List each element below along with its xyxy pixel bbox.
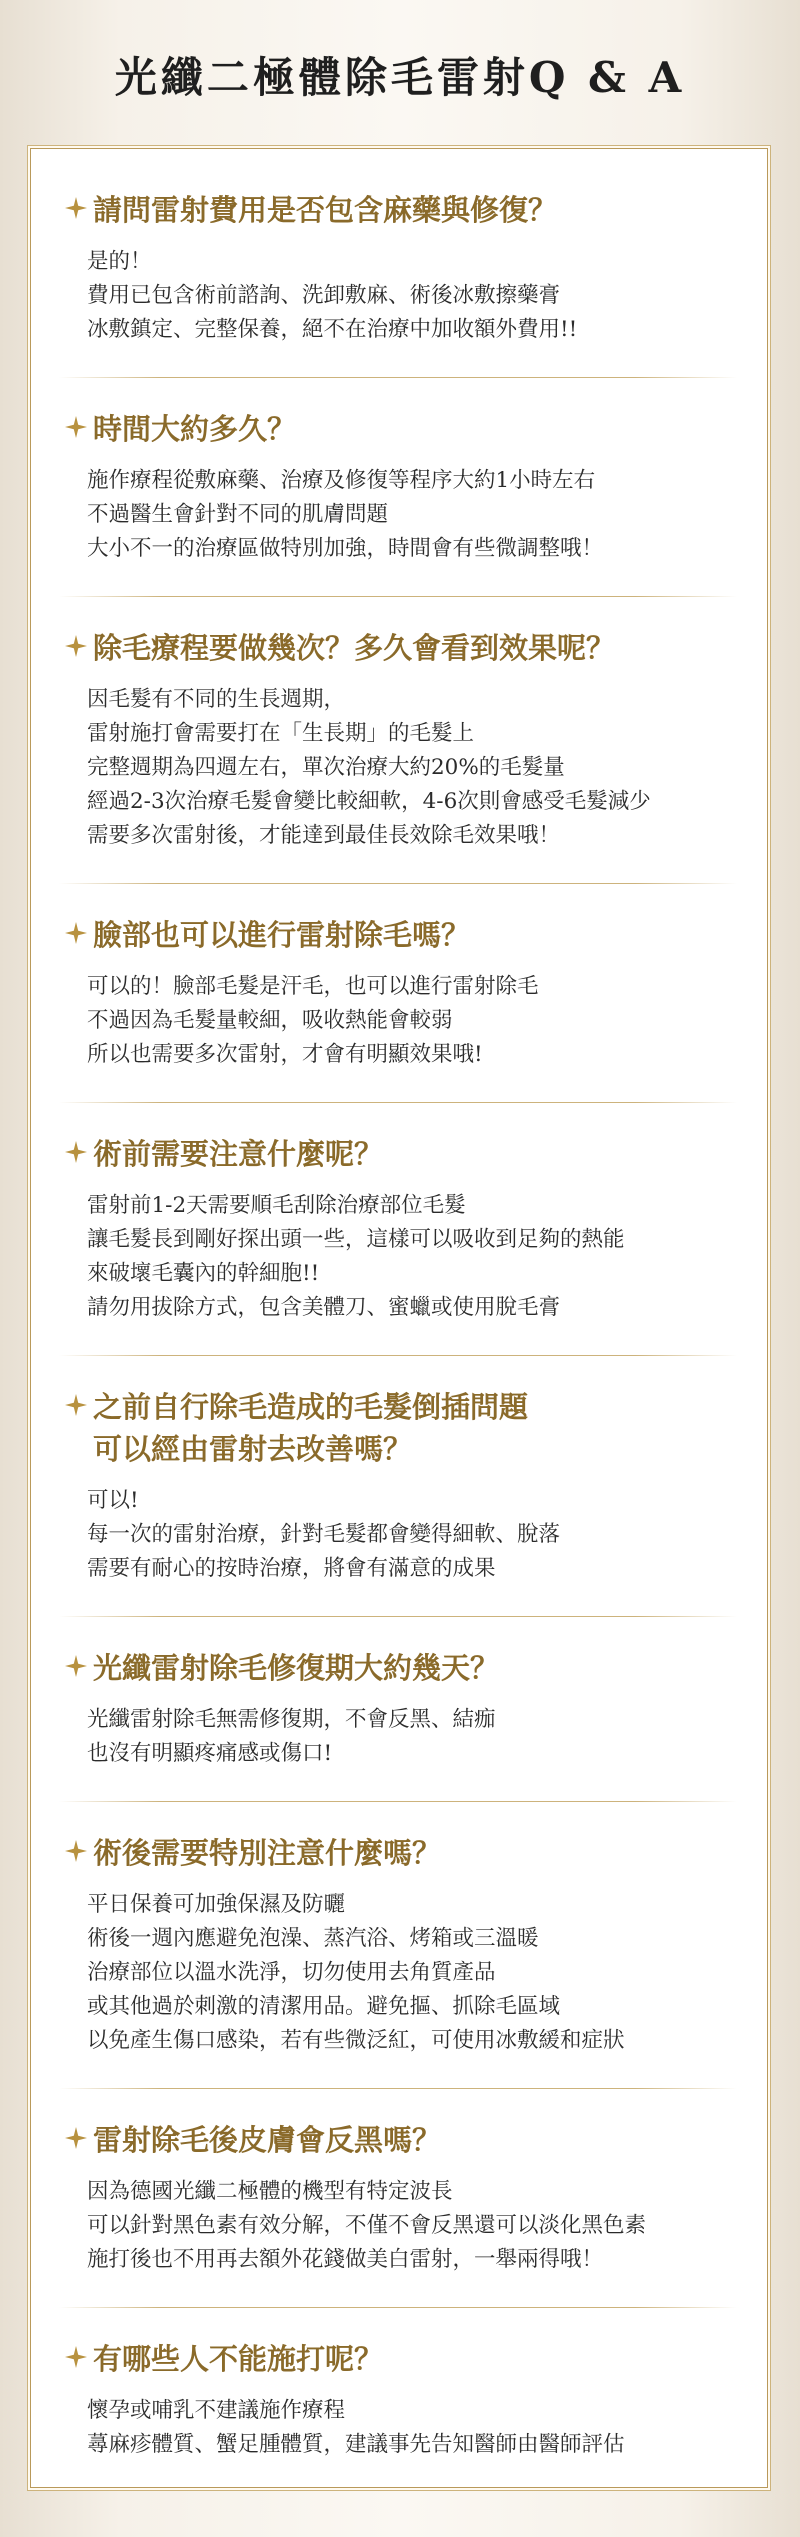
qa-item bbox=[59, 408, 737, 566]
question-text: 時間大約多久？ bbox=[93, 412, 297, 446]
question bbox=[59, 2338, 737, 2380]
divider bbox=[59, 883, 737, 884]
question-text: 臉部也可以進行雷射除毛嗎？ bbox=[93, 918, 471, 952]
answer-text: 因為德國光纖二極體的機型有特定波長 可以針對黑色素有效分解，不僅不會反黑還可以淡化黑色素 施打後也不用再去額外花錢做美白雷射，一舉兩得哦！ bbox=[87, 2179, 647, 2272]
qa-item bbox=[59, 627, 737, 853]
sparkle-icon bbox=[59, 189, 93, 219]
sparkle-icon bbox=[59, 2338, 93, 2368]
question-text: 術後需要特別注意什麼嗎？ bbox=[93, 1836, 442, 1870]
page-title: 光纖二極體除毛雷射Q & A bbox=[114, 53, 686, 102]
question-text: 術前需要注意什麼呢？ bbox=[93, 1137, 384, 1171]
question-text: 雷射除毛後皮膚會反黑嗎？ bbox=[93, 2123, 442, 2157]
answer-text: 可以! 每一次的雷射治療，針對毛髮都會變得細軟、脫落 需要有耐心的按時治療，將會有滿意的成果 bbox=[87, 1488, 561, 1581]
qa-item bbox=[59, 914, 737, 1072]
question bbox=[59, 1386, 737, 1470]
divider bbox=[59, 2088, 737, 2089]
sparkle-icon bbox=[59, 1133, 93, 1163]
answer-text: 是的！ 費用已包含術前諮詢、洗卸敷麻、術後冰敷擦藥膏 冰敷鎮定、完整保養，絕不在治療中加收額外費用!! bbox=[87, 249, 578, 342]
qa-item bbox=[59, 2338, 737, 2462]
qa-item bbox=[59, 1133, 737, 1325]
question-text: 之前自行除毛造成的毛髮倒插問題 可以經由雷射去改善嗎？ bbox=[93, 1390, 529, 1466]
question bbox=[59, 408, 737, 450]
sparkle-icon bbox=[59, 914, 93, 944]
sparkle-icon bbox=[59, 1647, 93, 1677]
answer-text: 可以的！臉部毛髮是汗毛，也可以進行雷射除毛 不過因為毛髮量較細，吸收熱能會較弱 所以也需要多次雷射，才會有明顯效果哦! bbox=[87, 974, 539, 1067]
answer-text: 光纖雷射除毛無需修復期，不會反黑、結痂 也沒有明顯疼痛感或傷口! bbox=[87, 1707, 496, 1766]
question bbox=[59, 1647, 737, 1689]
divider bbox=[59, 2307, 737, 2308]
divider bbox=[59, 1102, 737, 1103]
question-text: 有哪些人不能施打呢？ bbox=[93, 2342, 384, 2376]
qa-item bbox=[59, 1386, 737, 1586]
question bbox=[59, 914, 737, 956]
question-text: 光纖雷射除毛修復期大約幾天？ bbox=[93, 1651, 500, 1685]
answer-text: 平日保養可加強保濕及防曬 術後一週內應避免泡澡、蒸汽浴、烤箱或三溫暖 治療部位以溫水洗淨，切勿使用去角質產品 或其他過於刺激的清潔用品。避免摳、抓除毛區域 以免產生傷口感染，若有些微泛紅，可使用冰敷緩和症狀 bbox=[87, 1892, 625, 2053]
qa-item bbox=[59, 2119, 737, 2277]
sparkle-icon bbox=[59, 627, 93, 657]
answer-text: 雷射前1-2天需要順毛刮除治療部位毛髮 讓毛髮長到剛好探出頭一些，這樣可以吸收到足夠的熱能 來破壞毛囊內的幹細胞!! 請勿用拔除方式，包含美體刀、蜜蠟或使用脫毛膏 bbox=[87, 1193, 625, 1320]
question bbox=[59, 2119, 737, 2161]
divider bbox=[59, 1801, 737, 1802]
question bbox=[59, 1133, 737, 1175]
qa-panel bbox=[30, 148, 768, 2488]
question-text: 除毛療程要做幾次？多久會看到效果呢？ bbox=[93, 631, 616, 665]
question bbox=[59, 1832, 737, 1874]
qa-item bbox=[59, 1647, 737, 1771]
sparkle-icon bbox=[59, 1386, 93, 1416]
answer-text: 施作療程從敷麻藥、治療及修復等程序大約1小時左右 不過醫生會針對不同的肌膚問題 大小不一的治療區做特別加強，時間會有些微調整哦！ bbox=[87, 468, 604, 561]
divider bbox=[59, 1616, 737, 1617]
divider bbox=[59, 1355, 737, 1356]
sparkle-icon bbox=[59, 2119, 93, 2149]
sparkle-icon bbox=[59, 1832, 93, 1862]
answer-text: 因毛髮有不同的生長週期， 雷射施打會需要打在「生長期」的毛髮上 完整週期為四週左右，單次治療大約20%的毛髮量 經過2-3次治療毛髮會變比較細軟，4-6次則會感受毛髮減少 需要多次雷射後，才能達到最佳長效除毛效果哦！ bbox=[87, 687, 651, 848]
qa-item bbox=[59, 1832, 737, 2058]
question-text: 請問雷射費用是否包含麻藥與修復？ bbox=[93, 193, 558, 227]
question bbox=[59, 627, 737, 669]
qa-item bbox=[59, 189, 737, 347]
answer-text: 懷孕或哺乳不建議施作療程 蕁麻疹體質、蟹足腫體質，建議事先告知醫師由醫師評估 bbox=[87, 2398, 625, 2457]
divider bbox=[59, 377, 737, 378]
question bbox=[59, 189, 737, 231]
divider bbox=[59, 596, 737, 597]
sparkle-icon bbox=[59, 408, 93, 438]
